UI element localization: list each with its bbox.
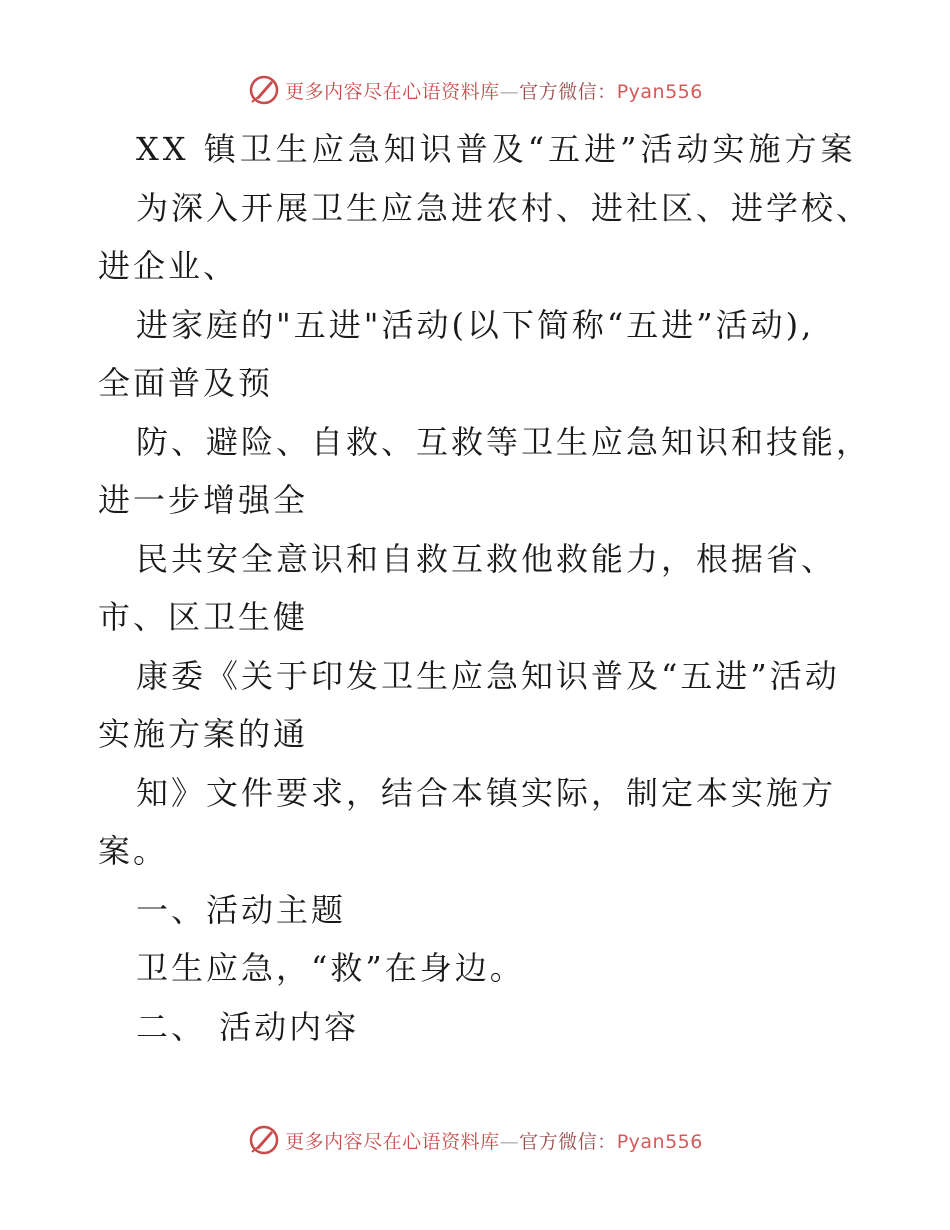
watermark-main: 更多内容尽在心语资料库 [285,1130,500,1153]
watermark-text [285,77,703,104]
section-heading-theme: 一、活动主题 [136,890,347,929]
watermark-wechat-label: 官方微信： [519,80,617,103]
paragraph-line: 市、区卫生健 [98,598,309,636]
quill-logo-icon [247,1123,281,1157]
paragraph-line: 民共安全意识和自救互救他救能力，根据省、 [136,539,837,578]
paragraph-line: 知》文件要求，结合本镇实际，制定本实施方 [136,773,837,812]
document-body [98,120,872,1056]
paragraph-line: 防、避险、自救、互救等卫生应急知识和技能， [136,422,872,461]
paragraph-line: 全面普及预 [98,364,274,402]
paragraph-line: 为深入开展卫生应急进农村、进社区、进学校、 [136,188,872,227]
paragraph-line: 实施方案的通 [98,715,309,753]
footer-watermark [0,1120,950,1160]
section-heading-content: 二、 活动内容 [136,1007,360,1046]
paragraph-line: 进家庭的"五进"活动(以下简称“五进”活动), [136,305,815,344]
paragraph-line: 康委《关于印发卫生应急知识普及“五进”活动 [136,656,840,695]
paragraph-line: 进企业、 [98,247,239,285]
watermark-wechat-label: 官方微信： [519,1130,617,1153]
watermark-separator: — [499,80,520,103]
watermark-main: 更多内容尽在心语资料库 [285,80,500,103]
watermark-wechat-id: Pyan556 [616,1130,703,1153]
paragraph-line: 案。 [98,832,169,870]
quill-logo-icon [247,73,281,107]
watermark-separator: — [499,1130,520,1153]
section-body-theme: 卫生应急，“救”在身边。 [136,949,525,987]
watermark-text [285,1127,703,1154]
watermark-wechat-id: Pyan556 [616,80,703,103]
document-title: XX 镇卫生应急知识普及“五进”活动实施方案 [136,130,857,168]
header-watermark [0,70,950,110]
paragraph-line: 进一步增强全 [98,481,309,519]
